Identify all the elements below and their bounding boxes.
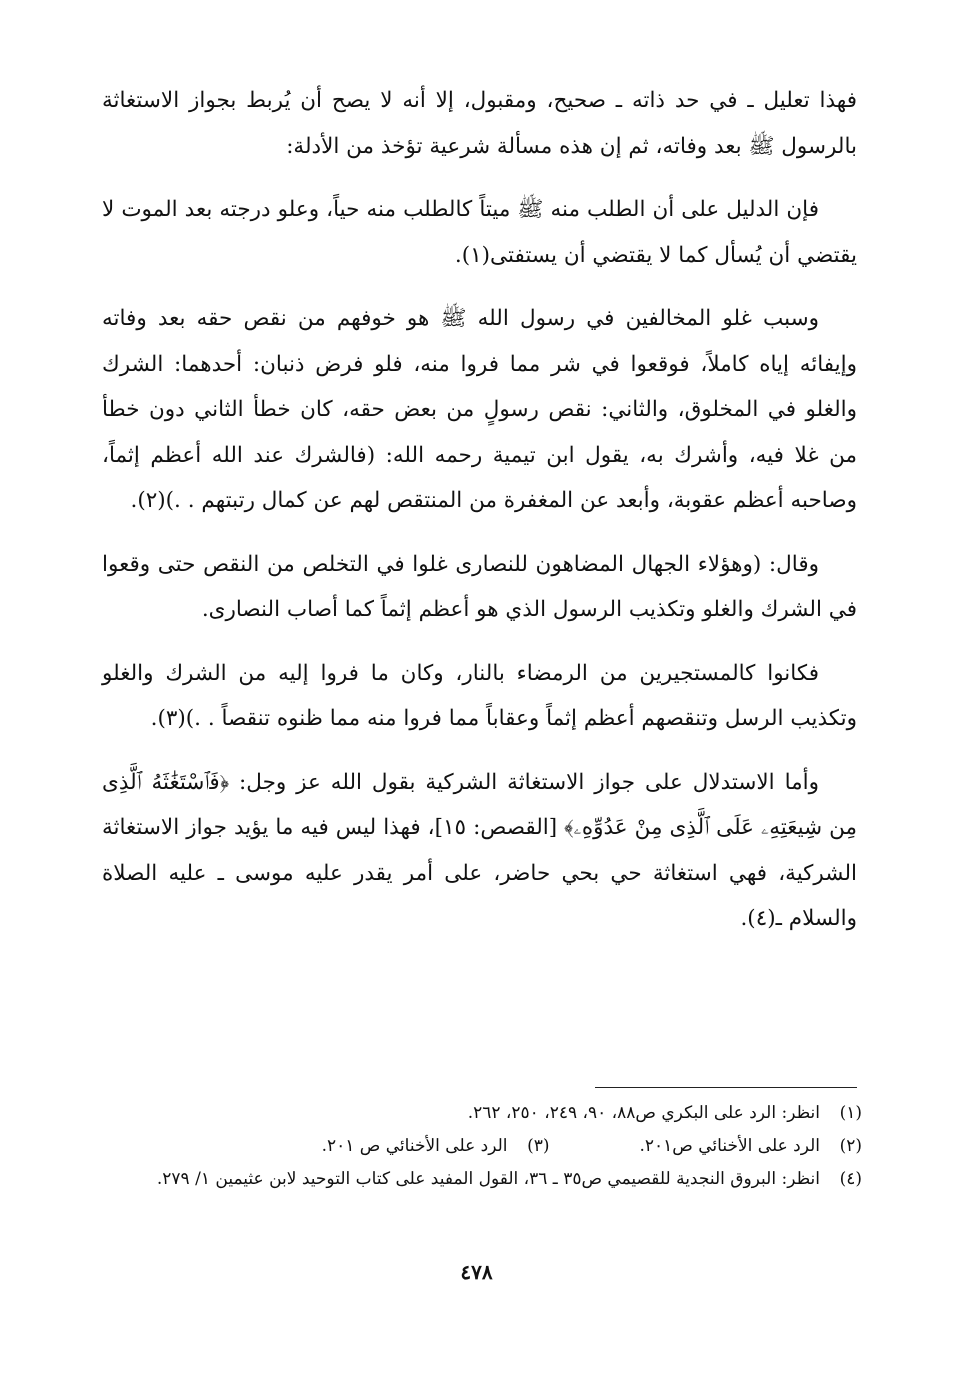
footnote-text: انظر: البروق النجدية للقصيمي ص٣٥ ـ ٣٦، القول المفيد على كتاب التوحيد لابن عثيمين ١/ ٢٧٩. [156, 1169, 820, 1189]
paragraph-3: وسبب غلو المخالفين في رسول الله ﷺ هو خوفهم من نقص حقه بعد وفاته وإيفائه إياه كاملاً، فوقعوا في شر مما فروا منه، فلو فرض ذنبان: أحدهما: الشرك والغلو في المخلوق، والثاني: نقص رسولٍ من بعض حقه، كان خطأ الثاني دون خطأ من غلا فيه، وأشرك به، يقول ابن تيمية رحمه الله: (فالشرك عند الله أعظم إثماً، وصاحبه أعظم عقوبة، وأبعد عن المغفرة من المنتقص لهم عن كمال رتبتهم . .)(٢). [102, 306, 857, 513]
page-number: ٤٧٨ [460, 1260, 493, 1284]
paragraph-6: وأما الاستدلال على جواز الاستغاثة الشركية بقول الله عز وجل: ﴿فَٱسْتَغَٰثَهُ ٱلَّذِى مِن شِيعَتِهِۦ عَلَى ٱلَّذِى مِنْ عَدُوِّهِۦ﴾ [القصص: ١٥]، فهذا ليس فيه ما يؤيد جواز الاستغاثة الشركية، فهي استغاثة حي بحي حاضر، على أمر يقدر عليه موسى ـ عليه الصلاة والسلام ـ(٤). [102, 769, 857, 931]
paragraph-4: وقال: (وهؤلاء الجهال المضاهون للنصارى غلوا في التخلص من النقص حتى وقعوا في الشرك والغلو وتكذيب الرسول الذي هو أعظم إثماً كما أصاب النصارى. [102, 551, 857, 622]
footnote-number: (١) [839, 1103, 862, 1123]
footnotes [102, 1097, 862, 1196]
footnote-divider [595, 1087, 857, 1088]
paragraph-5: فكانوا كالمستجيرين من الرمضاء بالنار، وكان ما فروا إليه من الشرك والغلو وتكذيب الرسل وتنقصهم أعظم إثماً وعقاباً مما فروا منه مما ظنوه تنقصاً . .)(٣). [102, 660, 857, 731]
paragraph-2: فإن الدليل على أن الطلب منه ﷺ ميتاً كالطلب منه حياً، وعلو درجته بعد الموت لا يقتضي أن يُسأل كما لا يقتضي أن يستفتى(١). [102, 197, 857, 268]
footnote-number: (٢) [839, 1136, 862, 1156]
footnote-number: (٣) [527, 1136, 550, 1156]
footnote-2 [639, 1130, 862, 1163]
page-body [102, 78, 857, 960]
paragraph-1: فهذا تعليل ـ في حد ذاته ـ صحيح، ومقبول، إلا أنه لا يصح أن يُربط بجواز الاستغاثة بالرسول ﷺ بعد وفاته، ثم إن هذه مسألة شرعية تؤخذ من الأدلة: [102, 88, 857, 159]
footnote-text: الرد على الأخنائي ص٢٠١. [639, 1136, 820, 1156]
footnote-text: انظر: الرد على البكري ص٨٨، ٩٠، ٢٤٩، ٢٥٠، ٢٦٢. [467, 1103, 820, 1123]
footnote-pair-2-3 [102, 1130, 862, 1163]
footnote-3 [322, 1130, 550, 1163]
footnote-1 [102, 1097, 862, 1130]
footnote-4 [102, 1163, 862, 1196]
footnote-number: (٤) [839, 1169, 862, 1189]
footnote-text: الرد على الأخنائي ص ٢٠١. [321, 1136, 508, 1156]
